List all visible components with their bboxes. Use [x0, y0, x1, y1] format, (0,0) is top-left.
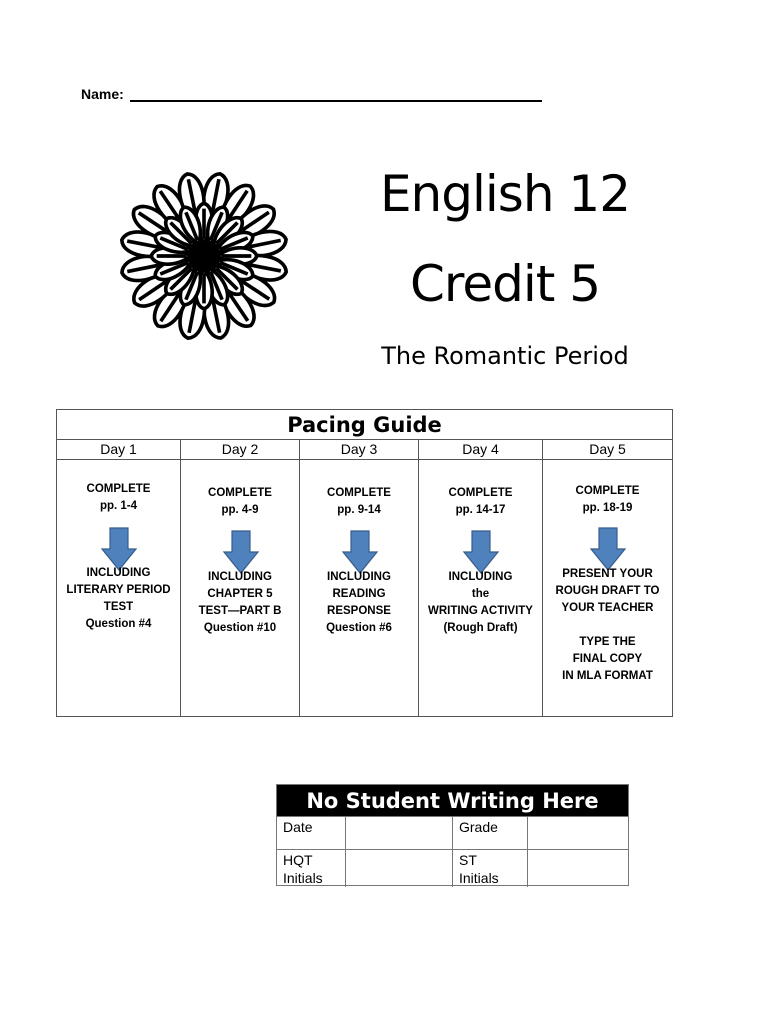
hqt-initials-label: HQT Initials [277, 850, 346, 887]
detail-line: the [471, 588, 490, 600]
unit-subtitle: The Romantic Period [381, 342, 629, 370]
detail-line: PRESENT YOUR [562, 568, 653, 580]
assignment-line: COMPLETE [327, 487, 391, 499]
st-initials-cell[interactable] [528, 850, 628, 887]
assignment-line: pp. 18-19 [582, 502, 633, 514]
day-header: Day 5 [543, 439, 672, 460]
detail-line: TEST—PART B [198, 605, 282, 617]
staff-row-initials [277, 849, 628, 887]
day-assignment [57, 481, 180, 515]
assignment-line: COMPLETE [575, 485, 640, 497]
day-header: Day 1 [57, 439, 180, 460]
assignment-line: COMPLETE [448, 487, 513, 499]
day-assignment [419, 485, 542, 519]
pacing-guide-table [56, 409, 673, 717]
pacing-days [57, 439, 672, 716]
down-arrow-icon [590, 527, 626, 571]
grade-label: Grade [453, 817, 528, 850]
day-header: Day 3 [300, 439, 418, 460]
assignment-line: COMPLETE [208, 487, 272, 499]
day-column [419, 439, 543, 716]
detail-line: INCLUDING [86, 567, 151, 579]
assignment-line: pp. 9-14 [337, 504, 381, 516]
detail-line: READING [332, 588, 386, 600]
detail-line: (Rough Draft) [443, 622, 518, 634]
detail-line: LITERARY PERIOD [66, 584, 171, 596]
day-details [543, 566, 672, 685]
grade-value-cell[interactable] [528, 817, 628, 850]
staff-use-box [276, 784, 629, 886]
assignment-line: COMPLETE [86, 483, 151, 495]
assignment-line: pp. 1-4 [99, 500, 138, 512]
st-initials-label: ST Initials [453, 850, 528, 887]
detail-line: YOUR TEACHER [561, 602, 654, 614]
down-arrow-icon [463, 530, 499, 574]
staff-row-date [277, 816, 628, 850]
name-field [81, 86, 542, 102]
day-header: Day 4 [419, 439, 542, 460]
staff-box-title: No Student Writing Here [277, 785, 628, 816]
detail-line: INCLUDING [208, 571, 272, 583]
day-column [543, 439, 672, 716]
detail-line: INCLUDING [448, 571, 513, 583]
detail-line: RESPONSE [327, 605, 391, 617]
name-blank-line[interactable] [130, 86, 542, 102]
date-value-cell[interactable] [346, 817, 453, 850]
day-details [419, 569, 542, 637]
detail-line: WRITING ACTIVITY [428, 605, 533, 617]
name-label: Name: [81, 86, 124, 102]
detail-line: TEST [103, 601, 134, 613]
day-column [57, 439, 181, 716]
assignment-line: pp. 14-17 [455, 504, 506, 516]
flower-icon [111, 165, 297, 347]
detail-line: ROUGH DRAFT TO [555, 585, 660, 597]
day-header: Day 2 [181, 439, 299, 460]
down-arrow-icon [342, 530, 378, 574]
detail-line [543, 617, 672, 634]
course-title: English 12 [379, 165, 631, 223]
detail-line: Question #4 [85, 618, 152, 630]
day-assignment [181, 485, 299, 519]
hqt-initials-cell[interactable] [346, 850, 453, 887]
day-details [300, 569, 418, 637]
day-details [57, 565, 180, 633]
day-column [181, 439, 300, 716]
detail-line: TYPE THE [579, 636, 636, 648]
assignment-line: pp. 4-9 [221, 504, 259, 516]
detail-line: Question #10 [203, 622, 277, 634]
pacing-guide-title: Pacing Guide [57, 410, 672, 440]
detail-line: IN MLA FORMAT [562, 670, 653, 682]
day-assignment [543, 483, 672, 517]
day-assignment [300, 485, 418, 519]
down-arrow-icon [223, 530, 259, 574]
detail-line: FINAL COPY [572, 653, 643, 665]
detail-line: CHAPTER 5 [207, 588, 273, 600]
day-column [300, 439, 419, 716]
day-details [181, 569, 299, 637]
detail-line: Question #6 [326, 622, 392, 634]
detail-line: INCLUDING [327, 571, 391, 583]
credit-title: Credit 5 [409, 255, 601, 313]
date-label: Date [277, 817, 346, 850]
